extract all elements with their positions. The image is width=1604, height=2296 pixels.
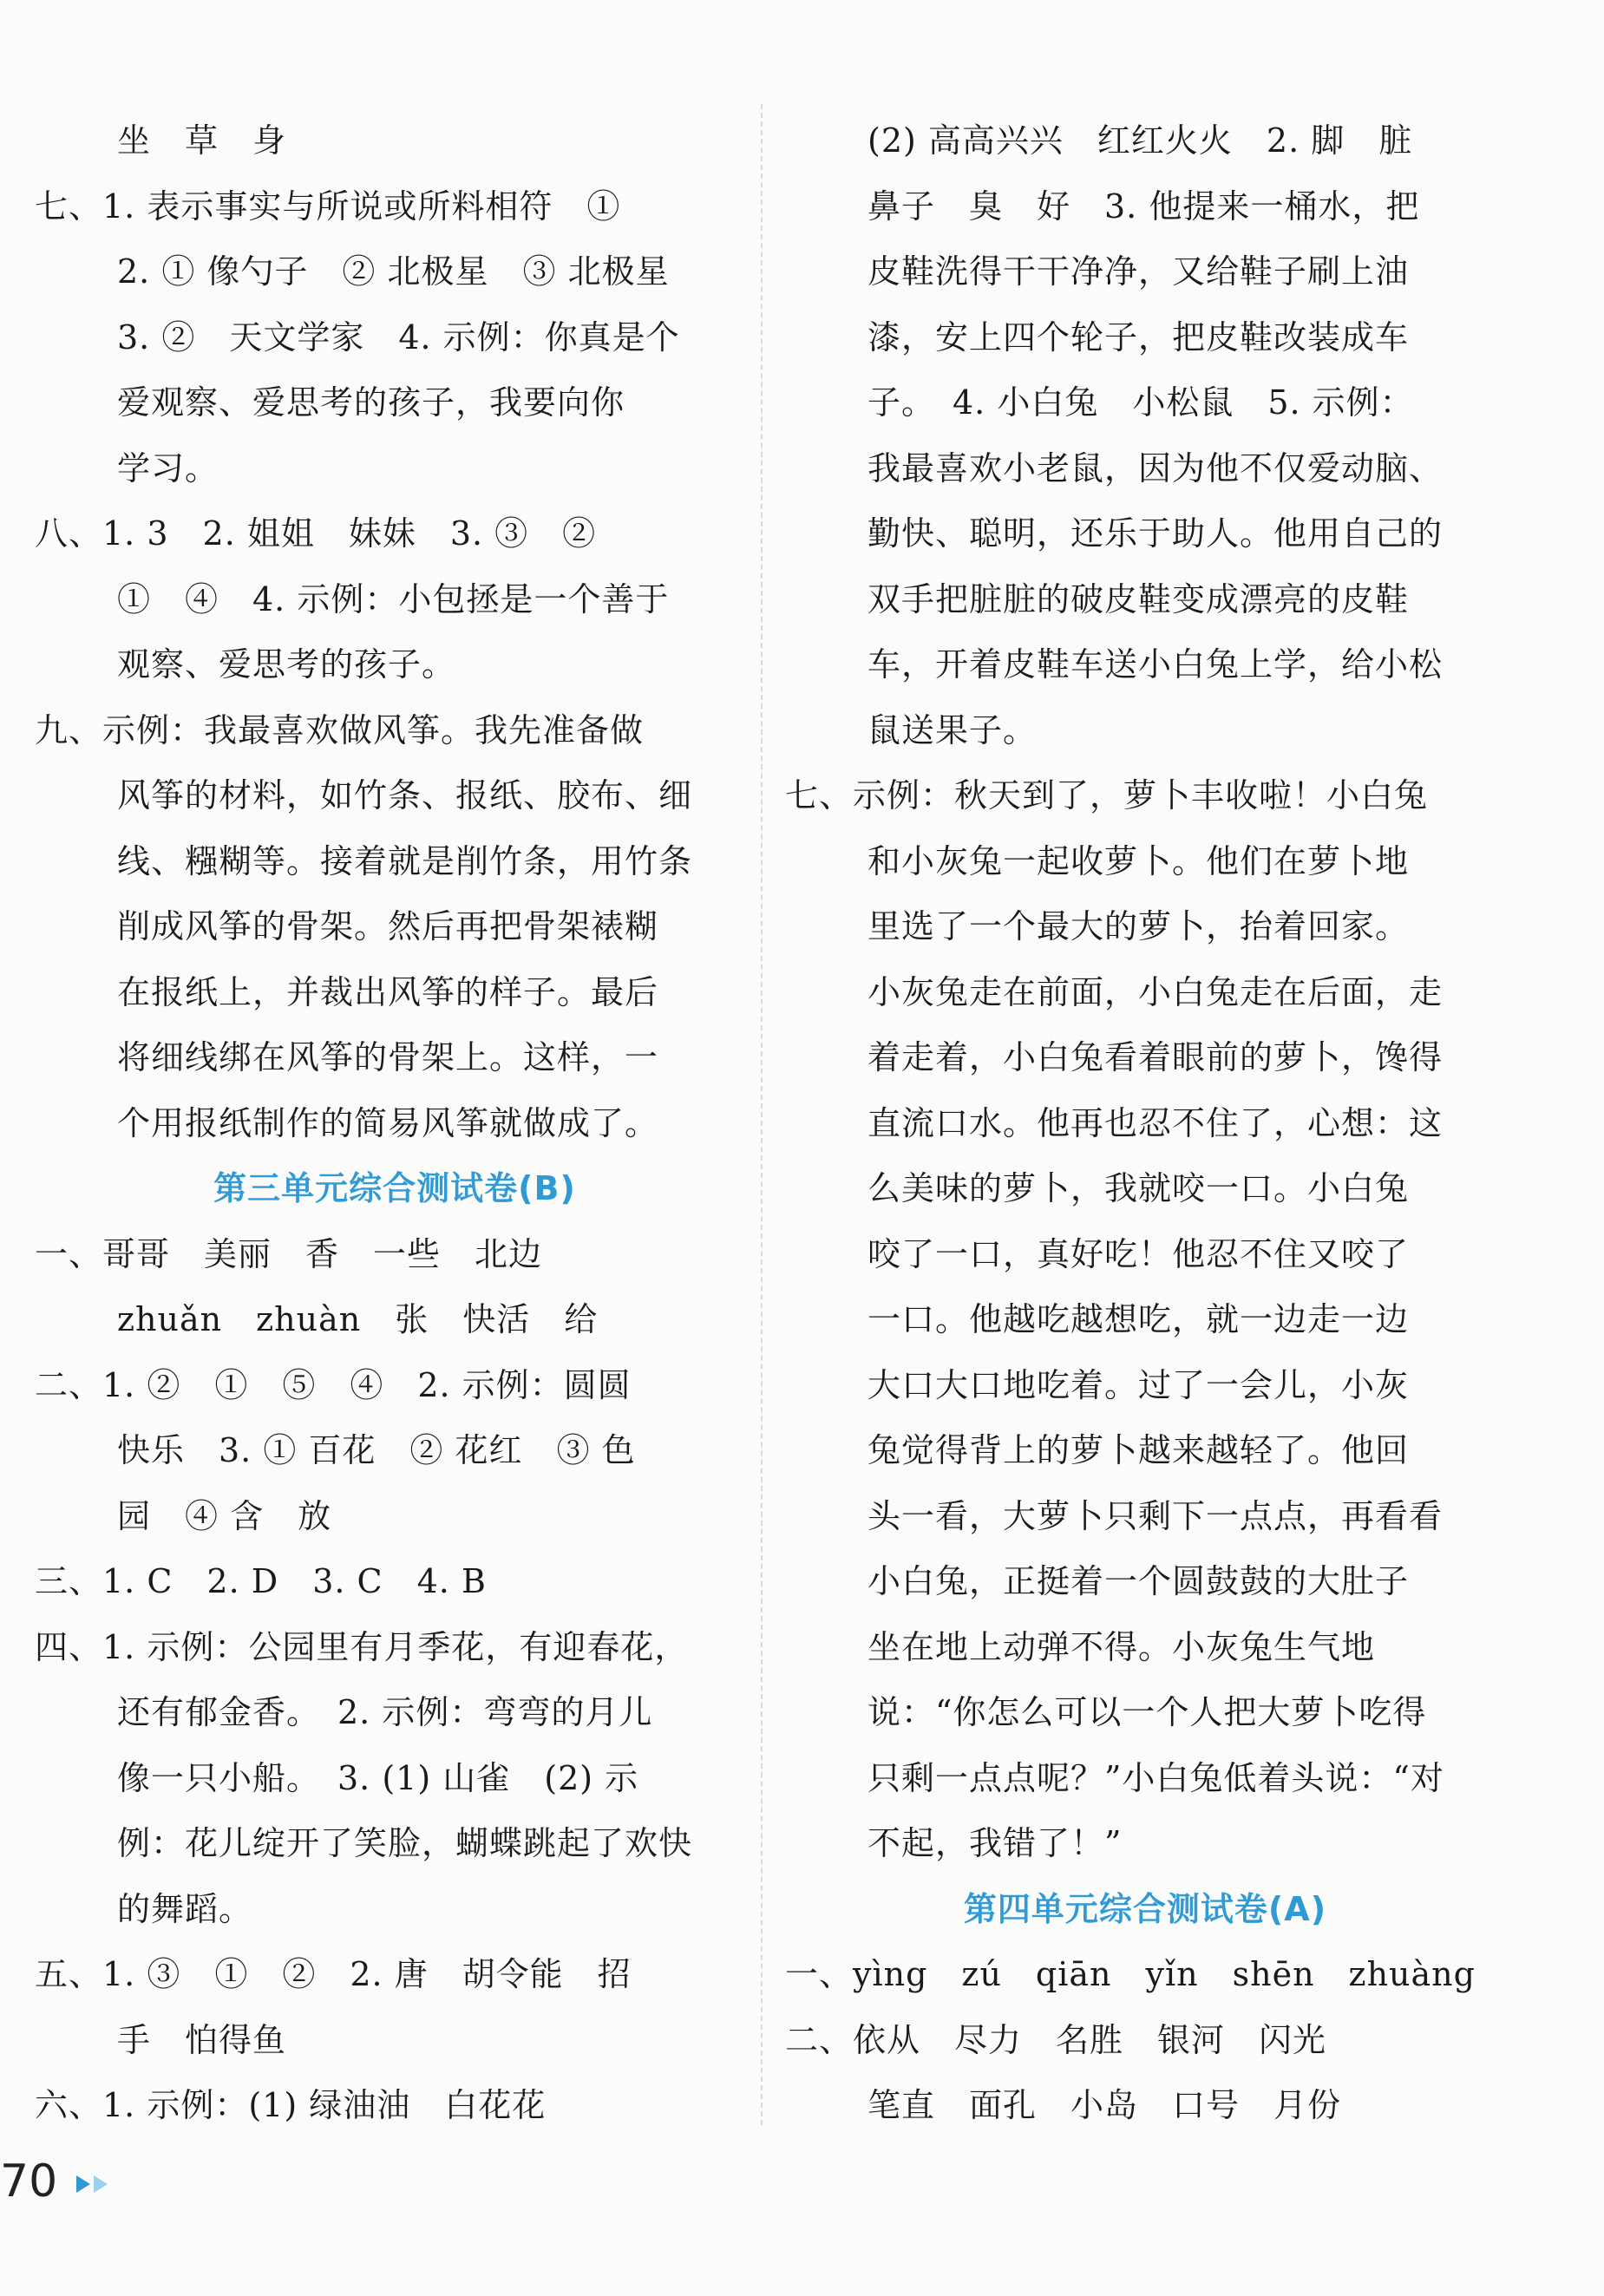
answer-line: 七、1. 表示事实与所说或所料相符 ① [35,186,621,226]
answer-line: 五、1. ③ ① ② 2. 唐 胡令能 招 [35,1955,632,1993]
section-heading: 第四单元综合测试卷(A) [963,1889,1327,1928]
answer-line: 鼠送果子。 [867,710,1038,749]
answer-line: 大口大口地吃着。过了一会儿，小灰 [867,1365,1410,1404]
answer-line: 小灰兔走在前面，小白兔走在后面，走 [867,972,1444,1011]
answer-line: 车，开着皮鞋车送小白兔上学，给小松 [867,645,1444,684]
answer-line: 一口。他越吃越想吃，就一边走一边 [867,1300,1410,1338]
answer-line: 子。 4. 小白兔 小松鼠 5. 示例： [867,383,1414,422]
answer-line: 观察、爱思考的孩子。 [117,645,456,684]
page-arrows-icon [76,2175,108,2193]
answer-line: 二、依从 尽力 名胜 银河 闪光 [785,2020,1327,2059]
answer-line: 手 怕得鱼 [117,2020,287,2059]
answer-line: 漆，安上四个轮子，把皮鞋改装成车 [867,317,1410,357]
answer-line: 的舞蹈。 [117,1889,253,1928]
answer-line: 四、1. 示例：公园里有月季花，有迎春花， [35,1627,689,1666]
answer-line: 七、示例：秋天到了，萝卜丰收啦！小白兔 [785,776,1429,814]
arrow-icon [76,2175,90,2193]
answer-line: 小白兔，正挺着一个圆鼓鼓的大肚子 [867,1562,1410,1600]
answer-line: 像一只小船。 3. (1) 山雀 (2) 示 [117,1758,639,1797]
answer-line: 坐 草 身 [117,121,287,160]
answer-line: 咬了一口，真好吃！他忍不住又咬了 [867,1234,1410,1273]
answer-line: 和小灰兔一起收萝卜。他们在萝卜地 [867,841,1410,880]
answer-line: 2. ① 像勺子 ② 北极星 ③ 北极星 [117,252,670,291]
answer-line: 只剩一点点呢？”小白兔低着头说：“对 [867,1758,1444,1797]
answer-line: zhuǎn zhuàn 张 快活 给 [117,1300,599,1338]
arrow-icon [94,2175,108,2193]
right-column [785,108,1505,2139]
answer-line: 头一看，大萝卜只剩下一点点，再看看 [867,1496,1444,1535]
answer-line: 快乐 3. ① 百花 ② 花红 ③ 色 [117,1431,636,1469]
answer-line: 一、yìng zú qiān yǐn shēn zhuàng [785,1955,1476,1993]
answer-line: 一、哥哥 美丽 香 一些 北边 [35,1234,543,1273]
answer-line: 说：“你怎么可以一个人把大萝卜吃得 [867,1693,1427,1731]
answer-line: ① ④ 4. 示例：小包拯是一个善于 [117,579,670,618]
answer-line: 勤快、聪明，还乐于助人。他用自己的 [867,514,1444,553]
answer-line: 笔直 面孔 小岛 口号 月份 [867,2086,1342,2124]
answer-line: 削成风筝的骨架。然后再把骨架裱糊 [117,907,659,945]
answer-line: 将细线绑在风筝的骨架上。这样，一 [117,1038,659,1076]
answer-line: 坐在地上动弹不得。小灰兔生气地 [867,1627,1376,1666]
answer-line: 例：花儿绽开了笑脸，蝴蝶跳起了欢快 [117,1824,693,1862]
answer-line: 皮鞋洗得干干净净，又给鞋子刷上油 [867,252,1410,291]
answer-line: 3. ② 天文学家 4. 示例：你真是个 [117,317,680,357]
answer-line: 直流口水。他再也忍不住了，心想：这 [867,1103,1444,1142]
answer-line: 九、示例：我最喜欢做风筝。我先准备做 [35,710,645,749]
page-number: 70 [0,2155,58,2208]
answer-line: 着走着，小白兔看着眼前的萝卜，馋得 [867,1038,1444,1076]
answer-line: 兔觉得背上的萝卜越来越轻了。他回 [867,1431,1410,1469]
answer-line: 六、1. 示例：(1) 绿油油 白花花 [35,2086,547,2124]
column-divider [761,104,763,2125]
answer-line: 爱观察、爱思考的孩子，我要向你 [117,383,625,422]
answer-line: 么美味的萝卜，我就咬一口。小白兔 [867,1169,1410,1207]
answer-line: 在报纸上，并裁出风筝的样子。最后 [117,972,659,1011]
section-heading: 第三单元综合测试卷(B) [213,1169,576,1207]
answer-line: 我最喜欢小老鼠，因为他不仅爱动脑、 [867,448,1444,487]
answer-line: 三、1. C 2. D 3. C 4. B [35,1562,487,1600]
answer-line: 双手把脏脏的破皮鞋变成漂亮的皮鞋 [867,579,1410,618]
left-column [35,108,755,2139]
answer-line: (2) 高高兴兴 红红火火 2. 脚 脏 [867,121,1413,160]
answer-line: 八、1. 3 2. 姐姐 妹妹 3. ③ ② [35,514,597,553]
answer-line: 风筝的材料，如竹条、报纸、胶布、细 [117,776,693,814]
answer-line: 学习。 [117,448,219,487]
answer-line: 不起，我错了！” [867,1824,1123,1862]
answer-line: 园 ④ 含 放 [117,1496,332,1535]
answer-line: 线、糨糊等。接着就是削竹条，用竹条 [117,841,693,880]
answer-line: 二、1. ② ① ⑤ ④ 2. 示例：圆圆 [35,1365,632,1404]
answer-line: 还有郁金香。 2. 示例：弯弯的月儿 [117,1693,653,1731]
answer-line: 里选了一个最大的萝卜，抬着回家。 [867,907,1410,945]
answer-line: 鼻子 臭 好 3. 他提来一桶水，把 [867,186,1420,226]
answer-line: 个用报纸制作的简易风筝就做成了。 [117,1103,659,1142]
